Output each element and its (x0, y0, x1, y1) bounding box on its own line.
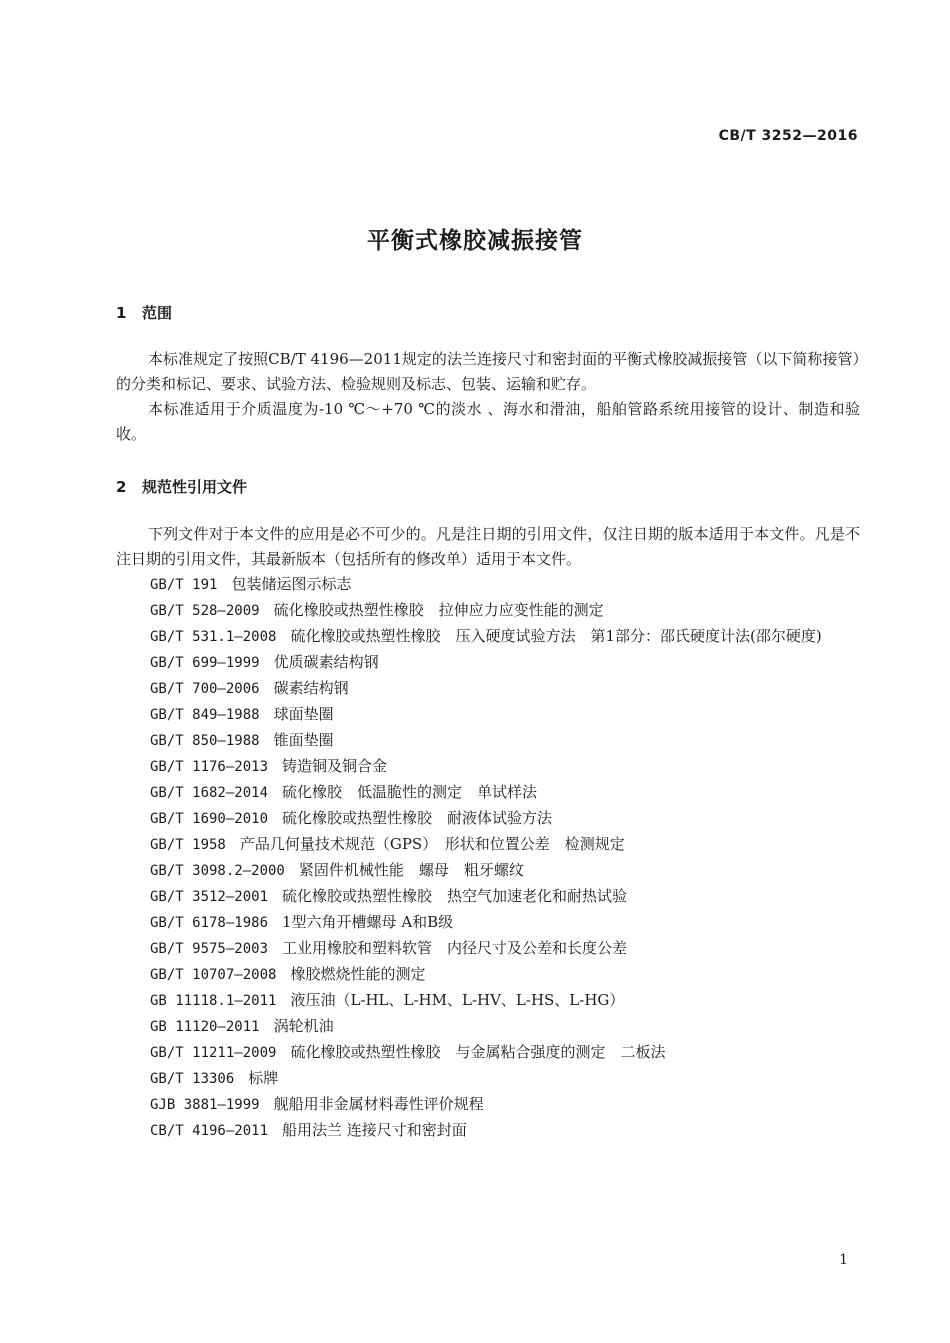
reference-code: GB/T 1958 (150, 837, 226, 853)
reference-name: 涡轮机油 (273, 1017, 334, 1035)
reference-code: GB/T 9575—2003 (150, 941, 269, 957)
reference-item (116, 780, 860, 806)
reference-name: 产品几何量技术规范（GPS） 形状和位置公差 检测规定 (239, 835, 625, 853)
reference-item (116, 598, 860, 624)
reference-code: GB/T 528—2009 (150, 603, 260, 619)
standard-code: CB/T 3252—2016 (718, 128, 858, 144)
reference-item (116, 858, 860, 884)
reference-code: GB/T 3098.2—2000 (150, 863, 285, 879)
reference-name: 1型六角开槽螺母 A和B级 (282, 913, 454, 931)
reference-list (116, 572, 860, 1144)
reference-name: 紧固件机械性能 螺母 粗牙螺纹 (298, 861, 524, 879)
reference-code: GB 11120—2011 (150, 1019, 260, 1035)
reference-code: GB/T 191 (150, 577, 218, 593)
reference-code: GB/T 849—1988 (150, 707, 260, 723)
reference-code: CB/T 4196—2011 (150, 1123, 269, 1139)
reference-item (116, 884, 860, 910)
reference-item (116, 962, 860, 988)
section-number: 1 (116, 304, 127, 322)
reference-item (116, 754, 860, 780)
section-number: 2 (116, 478, 127, 496)
reference-item (116, 936, 860, 962)
reference-code: GB/T 3512—2001 (150, 889, 269, 905)
scope-paragraph-1: 本标准规定了按照CB/T 4196—2011规定的法兰连接尺寸和密封面的平衡式橡胶减振接管（以下简称接管）的分类和标记、要求、试验方法、检验规则及标志、包装、运输和贮存。 (116, 350, 860, 393)
references-intro-paragraph: 下列文件对于本文件的应用是必不可少的。凡是注日期的引用文件，仅注日期的版本适用于本文件。凡是不注日期的引用文件，其最新版本（包括所有的修改单）适用于本文件。 (116, 525, 860, 568)
reference-code: GB/T 531.1—2008 (150, 629, 277, 645)
document-title: 平衡式橡胶减振接管 (367, 228, 583, 254)
reference-item (116, 676, 860, 702)
reference-code: GB/T 6178—1986 (150, 915, 269, 931)
reference-name: 液压油（L-HL、L-HM、L-HV、L-HS、L-HG） (290, 991, 625, 1009)
reference-name: 硫化橡胶 低温脆性的测定 单试样法 (282, 783, 538, 801)
reference-code: GB/T 13306 (150, 1071, 235, 1087)
reference-name: 硫化橡胶或热塑性橡胶 热空气加速老化和耐热试验 (282, 887, 628, 905)
reference-name: 包装储运图示标志 (231, 575, 352, 593)
reference-code: GB/T 11211—2009 (150, 1045, 277, 1061)
reference-name: 橡胶燃烧性能的测定 (290, 965, 426, 983)
reference-name: 硫化橡胶或热塑性橡胶 耐液体试验方法 (282, 809, 553, 827)
reference-item (116, 728, 860, 754)
reference-item (116, 910, 860, 936)
section-heading-normative-references (116, 476, 247, 497)
reference-item (116, 650, 860, 676)
section-title: 规范性引用文件 (142, 478, 248, 496)
reference-code: GJB 3881—1999 (150, 1097, 260, 1113)
reference-name: 硫化橡胶或热塑性橡胶 压入硬度试验方法 第1部分：邵氏硬度计法(邵尔硬度) (290, 627, 822, 645)
reference-name: 优质碳素结构钢 (273, 653, 379, 671)
reference-item (116, 806, 860, 832)
reference-name: 球面垫圈 (273, 705, 334, 723)
section-heading-scope (116, 302, 172, 323)
reference-name: 硫化橡胶或热塑性橡胶 与金属粘合强度的测定 二板法 (290, 1043, 666, 1061)
reference-code: GB/T 700—2006 (150, 681, 260, 697)
scope-paragraph-2: 本标准适用于介质温度为-10 ℃～+70 ℃的淡水 、海水和滑油，船舶管路系统用接管的设计、制造和验收。 (116, 400, 860, 443)
reference-item (116, 988, 860, 1014)
reference-code: GB/T 1176—2013 (150, 759, 269, 775)
reference-name: 碳素结构钢 (273, 679, 349, 697)
reference-name: 硫化橡胶或热塑性橡胶 拉伸应力应变性能的测定 (273, 601, 604, 619)
reference-name: 船用法兰 连接尺寸和密封面 (282, 1121, 467, 1139)
reference-code: GB/T 699—1999 (150, 655, 260, 671)
reference-item (116, 572, 860, 598)
reference-item (116, 702, 860, 728)
reference-code: GB 11118.1—2011 (150, 993, 277, 1009)
reference-item (116, 624, 860, 650)
reference-item (116, 1118, 860, 1144)
reference-code: GB/T 10707—2008 (150, 967, 277, 983)
reference-item (116, 1092, 860, 1118)
reference-name: 锥面垫圈 (273, 731, 334, 749)
page-number: 1 (839, 1252, 848, 1268)
reference-code: GB/T 1682—2014 (150, 785, 269, 801)
reference-item (116, 1066, 860, 1092)
reference-name: 铸造铜及铜合金 (282, 757, 388, 775)
reference-code: GB/T 850—1988 (150, 733, 260, 749)
reference-name: 标牌 (248, 1069, 279, 1087)
reference-code: GB/T 1690—2010 (150, 811, 269, 827)
reference-item (116, 1014, 860, 1040)
reference-item (116, 1040, 860, 1066)
reference-name: 舰船用非金属材料毒性评价规程 (273, 1095, 484, 1113)
section-title: 范围 (142, 304, 173, 322)
reference-name: 工业用橡胶和塑料软管 内径尺寸及公差和长度公差 (282, 939, 628, 957)
reference-item (116, 832, 860, 858)
